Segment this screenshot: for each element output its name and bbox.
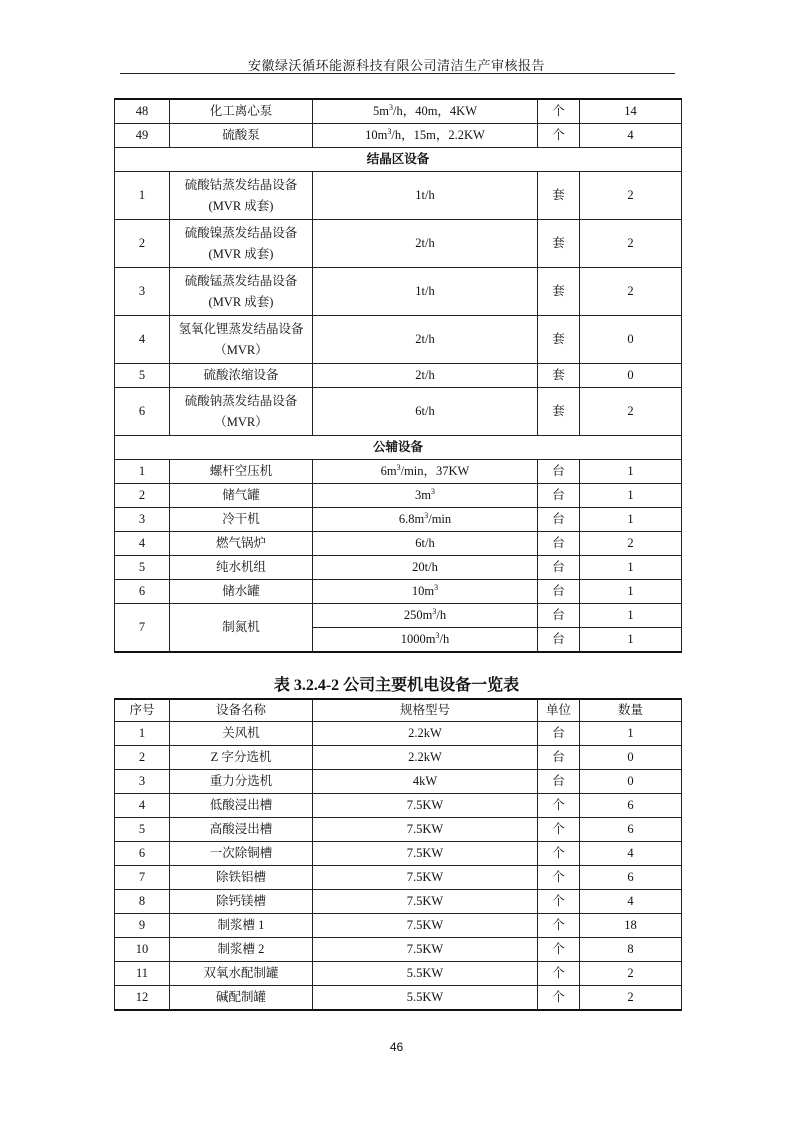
cell-unit: 个 [538,914,580,938]
cell-unit: 套 [538,316,580,364]
cell-name: 纯水机组 [170,556,313,580]
cell-name: 制氮机 [170,604,313,653]
cell-unit: 台 [538,532,580,556]
cell-no: 2 [115,746,170,770]
cell-qty: 1 [580,460,682,484]
cell-spec: $3m^3$ [313,484,538,508]
cell-spec: 7.5KW [313,938,538,962]
cell-unit: 台 [538,746,580,770]
table-row [115,818,682,842]
table-row [115,770,682,794]
cell-spec: 7.5KW [313,890,538,914]
cell-qty: 1 [580,580,682,604]
cell-no: 6 [115,580,170,604]
cell-unit: 台 [538,604,580,628]
cell-unit: 个 [538,890,580,914]
cell-no: 1 [115,722,170,746]
cell-name: 除铁铝槽 [170,866,313,890]
cell-no: 6 [115,842,170,866]
cell-spec: 7.5KW [313,842,538,866]
cell-unit: 台 [538,628,580,653]
cell-name: 碱配制罐 [170,986,313,1011]
cell-qty: 6 [580,794,682,818]
section-title: 公辅设备 [115,436,682,460]
cell-name [170,388,313,436]
name-line-1: 硫酸钴蒸发结晶设备 [184,177,298,192]
cell-unit: 台 [538,580,580,604]
cell-no: 3 [115,508,170,532]
table-row [115,268,682,316]
table-row [115,986,682,1011]
section-title: 结晶区设备 [115,148,682,172]
cell-unit: 套 [538,172,580,220]
cell-qty: 2 [580,268,682,316]
cell-spec: 5.5KW [313,986,538,1011]
table-row [115,508,682,532]
cell-no: 2 [115,220,170,268]
equipment-table-continued [114,98,682,653]
cell-qty: 1 [580,604,682,628]
cell-no: 2 [115,484,170,508]
cell-spec: 1t/h [313,172,538,220]
cell-qty: 2 [580,962,682,986]
cell-name: 高酸浸出槽 [170,818,313,842]
cell-no: 6 [115,388,170,436]
cell-no: 11 [115,962,170,986]
cell-spec: 20t/h [313,556,538,580]
cell-unit: 台 [538,770,580,794]
cell-name: 制浆槽 1 [170,914,313,938]
cell-spec: 5.5KW [313,962,538,986]
table-row [115,580,682,604]
cell-no: 5 [115,364,170,388]
cell-qty: 0 [580,364,682,388]
table-row [115,220,682,268]
cell-spec: 6t/h [313,388,538,436]
cell-spec: 2t/h [313,364,538,388]
cell-unit: 套 [538,268,580,316]
cell-qty: 2 [580,986,682,1011]
cell-unit: 套 [538,364,580,388]
cell-unit: 个 [538,986,580,1011]
cell-spec: 7.5KW [313,914,538,938]
cell-qty: 2 [580,388,682,436]
cell-no: 4 [115,316,170,364]
cell-no: 3 [115,268,170,316]
cell-spec: 2t/h [313,220,538,268]
cell-no: 5 [115,556,170,580]
header-spec: 规格型号 [313,699,538,722]
cell-qty: 2 [580,172,682,220]
cell-qty: 2 [580,220,682,268]
name-line-2: (MVR 成套) [208,294,274,309]
cell-unit: 台 [538,722,580,746]
cell-spec: 1t/h [313,268,538,316]
table-row [115,746,682,770]
cell-qty: 1 [580,628,682,653]
cell-no: 49 [115,124,170,148]
electromechanical-equipment-table [114,698,682,1011]
cell-name: Z 字分选机 [170,746,313,770]
cell-unit: 台 [538,556,580,580]
cell-no: 1 [115,460,170,484]
header-no: 序号 [115,699,170,722]
name-line-1: 氢氧化锂蒸发结晶设备 [178,321,304,336]
cell-qty: 1 [580,508,682,532]
cell-no: 7 [115,866,170,890]
cell-spec: 2t/h [313,316,538,364]
cell-unit: 个 [538,794,580,818]
table-row [115,866,682,890]
cell-no: 48 [115,99,170,124]
cell-unit: 个 [538,124,580,148]
header-rule [120,73,675,74]
cell-spec: $10m^3/h$，15m，2.2KW [313,124,538,148]
cell-unit: 个 [538,818,580,842]
cell-spec: $6m^3/\min$，37KW [313,460,538,484]
section-row-crystal [115,148,682,172]
cell-no: 10 [115,938,170,962]
cell-qty: 4 [580,890,682,914]
cell-name: 除钙镁槽 [170,890,313,914]
cell-qty: 0 [580,316,682,364]
cell-spec: $5m^3/h$，40m，4KW [313,99,538,124]
cell-spec: 2.2kW [313,722,538,746]
cell-no: 12 [115,986,170,1011]
cell-spec: 7.5KW [313,794,538,818]
table-row [115,364,682,388]
cell-qty: 0 [580,770,682,794]
cell-unit: 个 [538,962,580,986]
cell-no: 4 [115,794,170,818]
cell-name [170,316,313,364]
name-line-2: (MVR 成套) [208,246,274,261]
cell-name [170,172,313,220]
cell-no: 9 [115,914,170,938]
cell-unit: 个 [538,866,580,890]
table-row [115,484,682,508]
cell-spec: $6.8m^3/\min$ [313,508,538,532]
cell-qty: 4 [580,124,682,148]
section-row-utility [115,436,682,460]
table-row [115,794,682,818]
name-line-2: （MVR） [214,414,268,429]
cell-unit: 个 [538,938,580,962]
cell-qty: 0 [580,746,682,770]
page-number: 46 [389,1040,404,1054]
cell-name: 储气罐 [170,484,313,508]
cell-name: 制浆槽 2 [170,938,313,962]
cell-name [170,268,313,316]
cell-unit: 个 [538,99,580,124]
cell-spec: 6t/h [313,532,538,556]
table-caption: 表 3.2.4-2 公司主要机电设备一览表 [273,677,520,694]
cell-name [170,220,313,268]
cell-no: 8 [115,890,170,914]
cell-unit: 个 [538,842,580,866]
cell-name: 双氧水配制罐 [170,962,313,986]
cell-spec: $250m^3/h$ [313,604,538,628]
table-row [115,388,682,436]
name-line-2: （MVR） [214,342,268,357]
cell-qty: 8 [580,938,682,962]
cell-spec: 7.5KW [313,818,538,842]
cell-qty: 4 [580,842,682,866]
cell-qty: 2 [580,532,682,556]
cell-name: 冷干机 [170,508,313,532]
table-row [115,172,682,220]
cell-name: 螺杆空压机 [170,460,313,484]
cell-spec: $1000m^3/h$ [313,628,538,653]
page-header-title: 安徽绿沃循环能源科技有限公司清洁生产审核报告 [247,58,545,73]
cell-name: 一次除铜槽 [170,842,313,866]
table-row [115,890,682,914]
table-header-row [115,699,682,722]
cell-name: 关风机 [170,722,313,746]
name-line-2: (MVR 成套) [208,198,274,213]
cell-name: 化工离心泵 [170,99,313,124]
table-row [115,460,682,484]
cell-qty: 6 [580,818,682,842]
cell-no: 5 [115,818,170,842]
cell-spec: 2.2kW [313,746,538,770]
cell-qty: 1 [580,484,682,508]
cell-name: 重力分选机 [170,770,313,794]
cell-no: 7 [115,604,170,653]
cell-no: 4 [115,532,170,556]
cell-qty: 1 [580,556,682,580]
cell-qty: 14 [580,99,682,124]
cell-name: 低酸浸出槽 [170,794,313,818]
cell-spec: $10m^3$ [313,580,538,604]
cell-name: 硫酸浓缩设备 [170,364,313,388]
cell-name: 燃气锅炉 [170,532,313,556]
cell-qty: 18 [580,914,682,938]
table-row [115,556,682,580]
name-line-1: 硫酸锰蒸发结晶设备 [184,273,298,288]
table-row [115,99,682,124]
table-row [115,938,682,962]
cell-unit: 台 [538,508,580,532]
name-line-1: 硫酸镍蒸发结晶设备 [184,225,298,240]
table-row [115,842,682,866]
cell-no: 3 [115,770,170,794]
cell-spec: 4kW [313,770,538,794]
table-row [115,316,682,364]
header-name: 设备名称 [170,699,313,722]
table-row [115,604,682,628]
table-row [115,962,682,986]
cell-name: 硫酸泵 [170,124,313,148]
cell-qty: 6 [580,866,682,890]
cell-no: 1 [115,172,170,220]
cell-unit: 套 [538,220,580,268]
table-row [115,914,682,938]
cell-unit: 台 [538,460,580,484]
table-row [115,532,682,556]
cell-unit: 套 [538,388,580,436]
table-row [115,124,682,148]
table-row [115,722,682,746]
header-qty: 数量 [580,699,682,722]
cell-spec: 7.5KW [313,866,538,890]
name-line-1: 硫酸钠蒸发结晶设备 [184,393,298,408]
cell-unit: 台 [538,484,580,508]
cell-name: 储水罐 [170,580,313,604]
header-unit: 单位 [538,699,580,722]
cell-qty: 1 [580,722,682,746]
